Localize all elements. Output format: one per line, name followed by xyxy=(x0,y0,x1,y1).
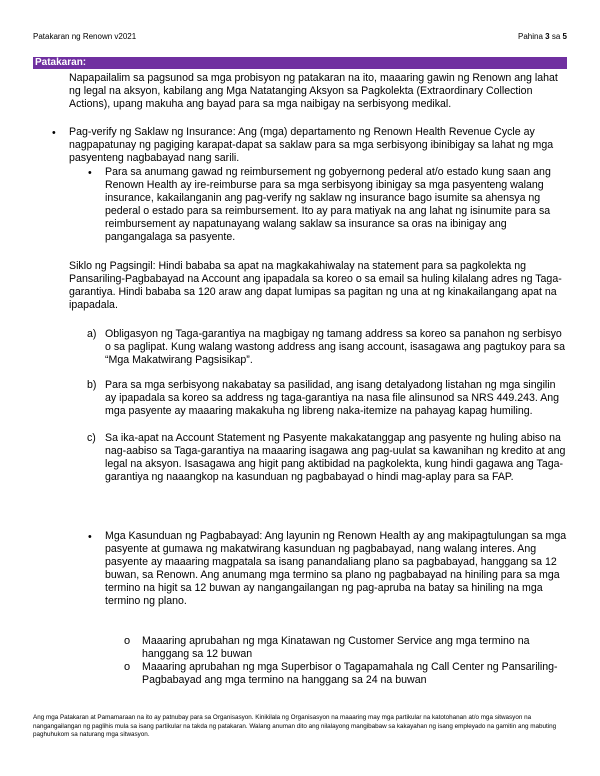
document-title: Patakaran ng Renown v2021 xyxy=(33,32,137,41)
list-item-b: Para sa mga serbisyong nakabatay sa pasilidad, ang isang detalyadong listahan ng mga singilin ay ipapadala sa koreo sa address ng taga-garantiya na nasa file alinsunod sa NRS 449.243. Ang mga pasyente ay maaaring makakuha ng libreng naka-itemize na pahayag kapag humiling. xyxy=(105,379,560,417)
sublist-item: Maaaring aprubahan ng mga Superbisor o Tagapamahala ng Call Center ng Pansariling-Pagbabayad ang mga termino na hanggang sa 24 na buwan xyxy=(142,661,558,686)
bullet-dot-icon: • xyxy=(88,531,92,543)
hollow-bullet-icon: o xyxy=(124,635,131,647)
insurance-verification-paragraph: Pag-verify ng Saklaw ng Insurance: Ang (mga) departamento ng Renown Health Revenue Cycle ay nagpapatunay ng pagiging karapat-dapat sa saklaw para sa mga serbisyong ibinibigay sa lahat ng mga pasyenteng nagbabayad nang sarili. xyxy=(69,126,554,164)
list-letter: b) xyxy=(87,379,97,391)
page-number-label: Pahina 3 sa 5 xyxy=(518,32,567,41)
sublist-item: Maaaring aprubahan ng mga Kinatawan ng Customer Service ang mga termino na hanggang sa 12 buwan xyxy=(142,635,530,660)
list-item-a: Obligasyon ng Taga-garantiya na magbigay ng tamang address sa koreo sa panahon ng serbisyo o sa paglipat. Kung walang wastong address ang isang account, isasagawa ang pagtukoy para sa “Mga Makatwirang Pagsisikap”. xyxy=(105,328,565,366)
bullet-dot-icon: • xyxy=(88,167,92,179)
page-footer-disclaimer: Ang mga Patakaran at Pamamaraan na ito ay patnubay para sa Organisasyon. Kinikilala ng Organisasyon na maaaring may mga partikular na katotohanan at/o mga sitwasyon na nangangailangan ng paglihis mula sa isang partikular na takda ng patakaran. Walang anuman dito ang nilalayong mangibabaw sa kakayahan ng isang empleyado na gamitin ang mabuting paghuhukom sa naturang mga sitwasyon. xyxy=(33,714,557,739)
intro-paragraph: Napapailalim sa pagsunod sa mga probisyon ng patakaran na ito, maaaring gawin ng Renown ang lahat ng legal na aksyon, kabilang ang Mga Natatanging Aksyon sa Pagkolekta (Extraordinary Collection Actions), upang makuha ang bayad para sa mga naibigay na serbisyong medikal. xyxy=(69,72,558,110)
payment-agreements-paragraph: Mga Kasunduan ng Pagbabayad: Ang layunin ng Renown Health ay ang makipagtulungan sa mga pasyente at gumawa ng makatwirang kasunduan ng pagbabayad, nang walang interes. Ang pasyente ay maaaring magpatala sa isang panandaliang plano sa pagbabayad, hanggang sa 12 buwan, sa Renown. Ang anumang mga termino sa plano ng pagbabayad na hiniling para sa mga termino na higit sa 12 buwan ay nangangailangan ng pag-apruba na batay sa hiniling na mga termino ng plano. xyxy=(105,530,567,607)
hollow-bullet-icon: o xyxy=(124,661,131,673)
list-letter: c) xyxy=(87,432,96,444)
list-letter: a) xyxy=(87,328,97,340)
list-item-c: Sa ika-apat na Account Statement ng Pasyente makakatanggap ang pasyente ng huling abiso na nag-aabiso sa Taga-garantiya na maaaring isagawa ang pag-uulat sa kawanihan ng kredito at ang legal na aksyon. Isasagawa ang higit pang aktibidad na pagkolekta, kung hindi gagawa ang Taga-garantiya ng naaangkop na kasunduan ng pagbabayad o hindi mag-aplay para sa FAP. xyxy=(105,432,566,483)
bullet-dot-icon: • xyxy=(52,127,56,139)
reimbursement-paragraph: Para sa anumang gawad ng reimbursement ng gobyernong pederal at/o estado kung saan ang Renown Health ay ire-reimburse para sa mga serbisyong ibinigay sa mga pasyenteng walang insurance, kakailanganin ang pag-verify ng saklaw ng insurance bago isumite sa ahensya ng pederal o estado para sa reimbursement. Ito ay para matiyak na ang lahat ng isinumite para sa reimbursement ay napatunayang walang saklaw sa insurance sa oras na ibinigay ang pangangalaga sa pasyente. xyxy=(105,166,551,243)
section-heading-bar: Patakaran: xyxy=(33,57,567,69)
billing-cycle-paragraph: Siklo ng Pagsingil: Hindi bababa sa apat na magkakahiwalay na statement para sa pagkolekta ng Pansariling-Pagbabayad na Account ang ipapadala sa koreo o sa email sa huling kilalang adres ng Taga-garantiya. Hindi bababa sa 120 araw ang dapat lumipas sa pagitan ng una at ng kinakailangang apat na ipapadala. xyxy=(69,260,562,311)
page-header xyxy=(33,32,567,46)
